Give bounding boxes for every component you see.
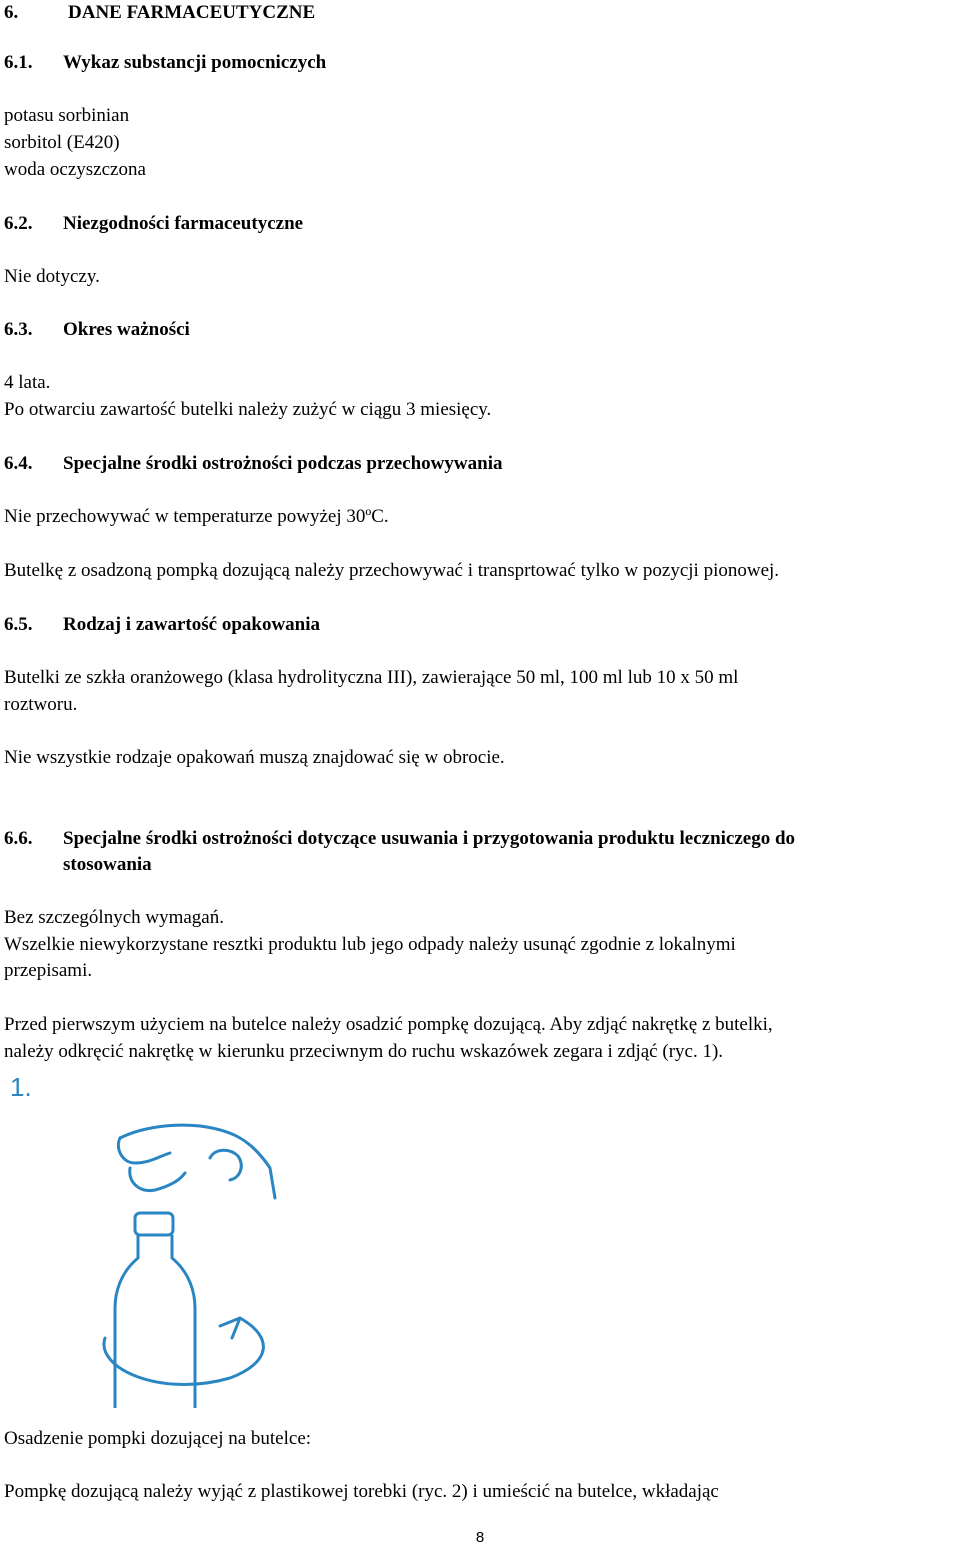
hand-thumb (118, 1138, 170, 1163)
paragraph: Przed pierwszym użyciem na butelce należy osadzić pompkę dozującą. Aby zdjąć nakrętkę z butelki, (4, 1014, 773, 1035)
subsection-title: Rodzaj i zawartość opakowania (63, 614, 321, 635)
subsection-number: 6.6. (4, 828, 33, 849)
subsection-title: Wykaz substancji pomocniczych (63, 52, 327, 73)
subsection-number: 6.2. (4, 213, 33, 234)
paragraph: 4 lata. (4, 372, 51, 393)
paragraph: Nie wszystkie rodzaje opakowań muszą znajdować się w obrocie. (4, 747, 505, 768)
hand-knuckle (210, 1150, 241, 1180)
paragraph: przepisami. (4, 960, 93, 981)
paragraph: Bez szczególnych wymagań. (4, 907, 224, 928)
subsection-number: 6.3. (4, 319, 33, 340)
bottle-left (115, 1236, 138, 1408)
subsection-title: stosowania (63, 854, 152, 875)
cap-shape (135, 1213, 173, 1235)
rotation-arrow (104, 1318, 263, 1384)
subsection-number: 6.5. (4, 614, 33, 635)
subsection-title: Specjalne środki ostrożności dotyczące usuwania i przygotowania produktu leczniczego do (63, 828, 796, 849)
paragraph: należy odkręcić nakrętkę w kierunku przeciwnym do ruchu wskazówek zegara i zdjąć (ryc. 1). (4, 1041, 724, 1062)
paragraph: Nie przechowywać w temperaturze powyżej 30ºC. (4, 506, 389, 527)
list-item: woda oczyszczona (4, 159, 146, 180)
paragraph: Osadzenie pompki dozującej na butelce: (4, 1428, 312, 1449)
subsection-title: Okres ważności (63, 319, 190, 340)
section-title: DANE FARMACEUTYCZNE (68, 2, 316, 23)
paragraph: Wszelkie niewykorzystane resztki produktu lub jego odpady należy usunąć zgodnie z lokalnymi (4, 934, 736, 955)
paragraph: Butelkę z osadzoną pompką dozującą należy przechowywać i transprtować tylko w pozycji pionowej. (4, 560, 780, 581)
section-number: 6. (4, 2, 19, 23)
bottle-cap-illustration (100, 1108, 320, 1408)
list-item: sorbitol (E420) (4, 132, 120, 153)
subsection-title: Specjalne środki ostrożności podczas przechowywania (63, 453, 503, 474)
paragraph: Nie dotyczy. (4, 266, 100, 287)
arrow-head-icon (220, 1318, 240, 1338)
bottle-right (172, 1236, 195, 1408)
paragraph: roztworu. (4, 694, 78, 715)
subsection-number: 6.1. (4, 52, 33, 73)
list-item: potasu sorbinian (4, 105, 130, 126)
hand-finger (130, 1168, 185, 1191)
subsection-number: 6.4. (4, 453, 33, 474)
page-number: 8 (475, 1529, 485, 1546)
paragraph: Pompkę dozującą należy wyjąć z plastikowej torebki (ryc. 2) i umieścić na butelce, wkładając (4, 1481, 719, 1502)
paragraph: Po otwarciu zawartość butelki należy zużyć w ciągu 3 miesięcy. (4, 399, 492, 420)
paragraph: Butelki ze szkła oranżowego (klasa hydrolityczna III), zawierające 50 ml, 100 ml lub 10 x 50 ml (4, 667, 739, 688)
subsection-title: Niezgodności farmaceutyczne (63, 213, 304, 234)
figure-label: 1. (10, 1072, 32, 1102)
